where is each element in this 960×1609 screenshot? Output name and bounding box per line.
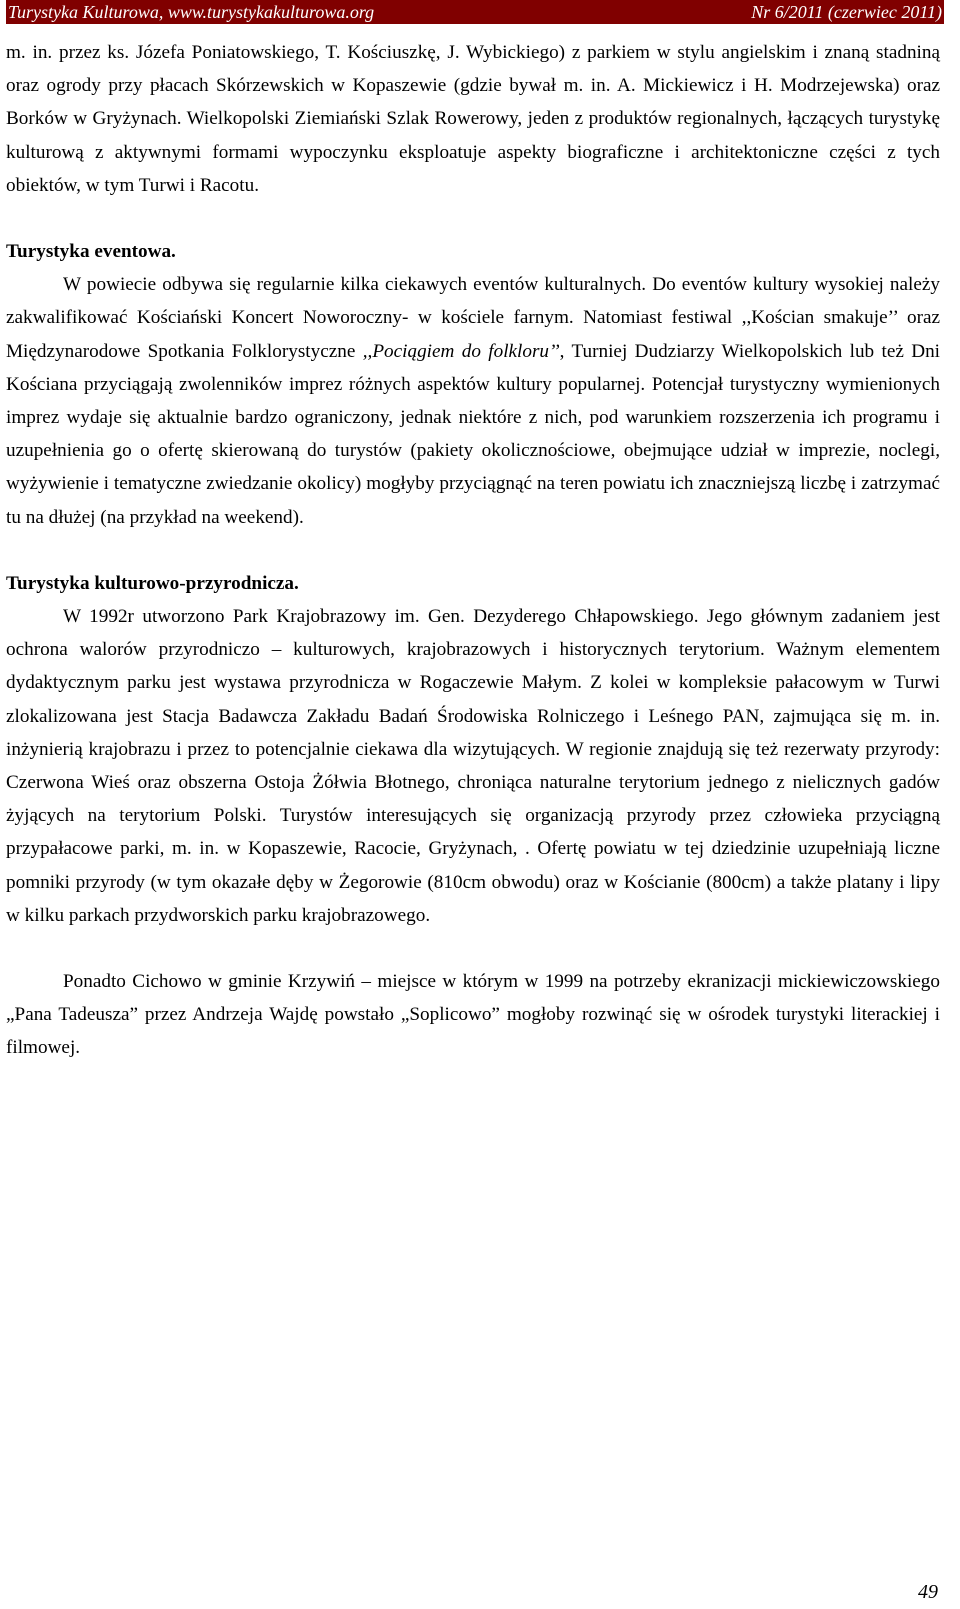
spacer bbox=[6, 932, 940, 965]
events-heading: Turystyka eventowa. bbox=[6, 241, 176, 263]
events-paragraph bbox=[6, 268, 940, 534]
page-number: 49 bbox=[918, 1581, 938, 1603]
nature-paragraph: W 1992r utworzono Park Krajobrazowy im. Gen. Dezyderego Chłapowskiego. Jego głównym zadaniem jest ochrona walorów przyrodniczo – kulturowych, krajobrazowych i historycznych terytorium. Ważnym elementem dydaktycznym parku jest wystawa przyrodnicza w Rogaczewie Małym. Z kolei w kompleksie pałacowym w Turwi zlokalizowana jest Stacja Badawcza Zakładu Badań Środowiska Rolniczego i Leśnego PAN, zajmująca się m. in. inżynierią krajobrazu i przez to potencjalnie ciekawa dla wizytujących. W regionie znajdują się też rezerwaty przyrody: Czerwona Wieś oraz obszerna Ostoja Żółwia Błotnego, chroniąca naturalne terytorium jednego z nielicznych gadów żyjących na terytorium Polski. Turystów interesujących się organizacją przyrody przez człowieka przyciągną przypałacowe parki, m. in. w Kopaszewie, Racocie, Gryżynach, . Ofertę powiatu w tej dziedzinie uzupełniają liczne pomniki przyrody (w tym okazałe dęby w Żegorowie (810cm obwodu) oraz w Kościanie (800cm) a także platany i lipy w kilku parkach przydworskich parku krajobrazowego. bbox=[6, 606, 940, 926]
spacer bbox=[6, 534, 940, 567]
issue-info: Nr 6/2011 (czerwiec 2011) bbox=[751, 2, 942, 22]
events-italic-title: ,,Pociągiem do folkloru’’ bbox=[362, 340, 560, 362]
intro-paragraph: m. in. przez ks. Józefa Poniatowskiego, T. Kościuszkę, J. Wybickiego) z parkiem w stylu angielskim i znaną stadniną oraz ogrody przy płacach Skórzewskich w Kopaszewie (gdzie bywał m. in. A. Mickiewicz i H. Modrzejewska) oraz Borków w Gryżynach. Wielkopolski Ziemiański Szlak Rowerowy, jeden z produktów regionalnych, łączących turystykę kulturową z aktywnymi formami wypoczynku eksploatuje aspekty biograficzne i architektoniczne części z tych obiektów, w tym Turwi i Racotu. bbox=[6, 42, 940, 196]
page-header bbox=[6, 0, 944, 24]
spacer bbox=[6, 202, 940, 235]
events-text-part2: , Turniej Dudziarzy Wielkopolskich lub też Dni Kościana przyciągają zwolenników imprez różnych aspektów kultury popularnej. Potencjał turystyczny wymienionych imprez wydaje się aktualnie bardzo ograniczony, jednak niektóre z nich, pod warunkiem rozszerzenia ich programu i uzupełnienia go o ofertę skierowaną do turystów (pakiety okolicznościowe, obejmujące udział w imprezie, noclegi, wyżywienie i tematyczne zwiedzanie okolicy) mogłyby przyciągnąć na teren powiatu ich znaczniejszą liczbę i zatrzymać tu na dłużej (na przykład na weekend). bbox=[6, 340, 941, 528]
nature-heading: Turystyka kulturowo-przyrodnicza. bbox=[6, 572, 299, 594]
closing-paragraph: Ponadto Cichowo w gminie Krzywiń – miejsce w którym w 1999 na potrzeby ekranizacji mickiewiczowskiego „Pana Tadeusza” przez Andrzeja Wajdę powstało „Soplicowo” mogłoby rozwinąć się w ośrodek turystyki literackiej i filmowej. bbox=[6, 971, 940, 1059]
events-text-part1: W powiecie odbywa się regularnie kilka ciekawych eventów kulturalnych. Do eventów kultury wysokiej należy zakwalifikować Kościański Koncert Noworoczny- w kościele farnym. Natomiast festiwal ,,Kościan smakuje’’ oraz Międzynarodowe Spotkania Folklorystyczne bbox=[6, 274, 940, 362]
journal-title: Turystyka Kulturowa, www.turystykakulturowa.org bbox=[8, 2, 375, 22]
article-body bbox=[6, 36, 940, 1065]
